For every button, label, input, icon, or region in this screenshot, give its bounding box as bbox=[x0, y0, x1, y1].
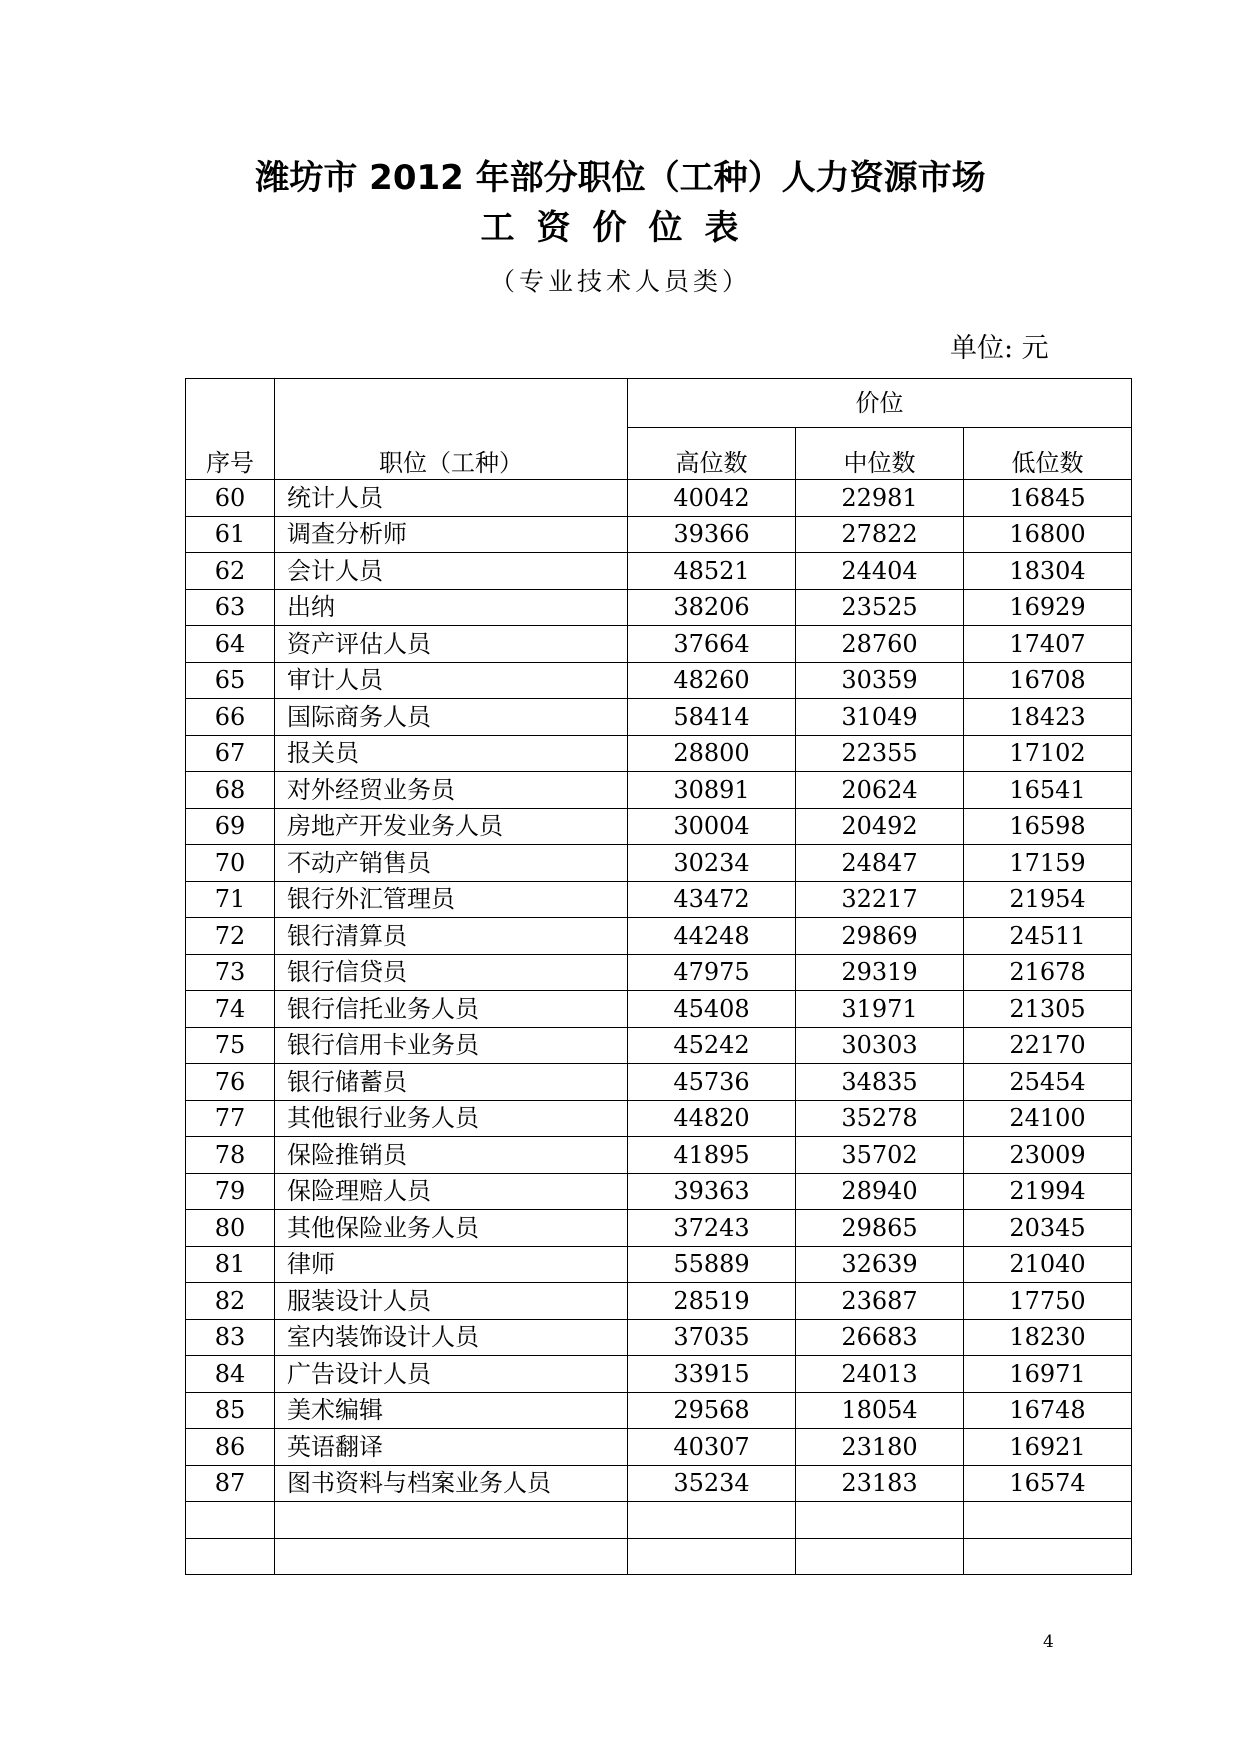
row-position-name: 其他保险业务人员 bbox=[275, 1210, 628, 1247]
row-median-value: 28760 bbox=[796, 626, 964, 663]
row-low-value: 16929 bbox=[964, 589, 1132, 626]
row-high-value: 40042 bbox=[628, 480, 796, 517]
header-price-group: 价位 bbox=[628, 379, 1132, 428]
row-position-name: 律师 bbox=[275, 1246, 628, 1283]
row-high-value: 30004 bbox=[628, 808, 796, 845]
row-low-value bbox=[964, 1502, 1132, 1539]
row-high-value bbox=[628, 1538, 796, 1575]
document-title-line2: 工资价位表 bbox=[480, 208, 761, 248]
row-median-value: 32217 bbox=[796, 881, 964, 918]
salary-table bbox=[185, 378, 1132, 1575]
row-low-value: 21040 bbox=[964, 1246, 1132, 1283]
row-median-value: 23183 bbox=[796, 1465, 964, 1502]
row-index: 65 bbox=[186, 662, 275, 699]
row-index: 70 bbox=[186, 845, 275, 882]
row-high-value: 39363 bbox=[628, 1173, 796, 1210]
row-median-value: 22355 bbox=[796, 735, 964, 772]
row-position-name: 银行储蓄员 bbox=[275, 1064, 628, 1101]
table-row bbox=[186, 553, 1132, 590]
row-position-name: 银行清算员 bbox=[275, 918, 628, 955]
row-position-name: 保险理赔人员 bbox=[275, 1173, 628, 1210]
row-high-value: 58414 bbox=[628, 699, 796, 736]
table-row bbox=[186, 1246, 1132, 1283]
row-low-value: 17102 bbox=[964, 735, 1132, 772]
row-high-value: 48260 bbox=[628, 662, 796, 699]
table-row bbox=[186, 991, 1132, 1028]
table-row bbox=[186, 1502, 1132, 1539]
row-high-value: 28519 bbox=[628, 1283, 796, 1320]
row-index: 66 bbox=[186, 699, 275, 736]
row-median-value: 29319 bbox=[796, 954, 964, 991]
row-index: 73 bbox=[186, 954, 275, 991]
table-row bbox=[186, 1429, 1132, 1466]
row-low-value: 16708 bbox=[964, 662, 1132, 699]
page-number: 4 bbox=[1043, 1632, 1054, 1652]
row-low-value: 16921 bbox=[964, 1429, 1132, 1466]
row-median-value: 23180 bbox=[796, 1429, 964, 1466]
row-position-name: 美术编辑 bbox=[275, 1392, 628, 1429]
row-position-name: 会计人员 bbox=[275, 553, 628, 590]
table-row bbox=[186, 1173, 1132, 1210]
row-median-value: 29865 bbox=[796, 1210, 964, 1247]
row-high-value: 37035 bbox=[628, 1319, 796, 1356]
table-row bbox=[186, 1319, 1132, 1356]
row-median-value: 31049 bbox=[796, 699, 964, 736]
row-position-name: 调查分析师 bbox=[275, 516, 628, 553]
table-row bbox=[186, 735, 1132, 772]
row-position-name: 其他银行业务人员 bbox=[275, 1100, 628, 1137]
row-low-value bbox=[964, 1538, 1132, 1575]
row-index: 80 bbox=[186, 1210, 275, 1247]
row-median-value: 31971 bbox=[796, 991, 964, 1028]
row-index: 63 bbox=[186, 589, 275, 626]
row-position-name: 对外经贸业务员 bbox=[275, 772, 628, 809]
row-index: 87 bbox=[186, 1465, 275, 1502]
row-high-value: 33915 bbox=[628, 1356, 796, 1393]
row-median-value: 26683 bbox=[796, 1319, 964, 1356]
row-low-value: 21954 bbox=[964, 881, 1132, 918]
row-position-name: 服装设计人员 bbox=[275, 1283, 628, 1320]
row-position-name: 银行信贷员 bbox=[275, 954, 628, 991]
row-high-value: 44248 bbox=[628, 918, 796, 955]
row-position-name: 保险推销员 bbox=[275, 1137, 628, 1174]
table-row bbox=[186, 662, 1132, 699]
row-low-value: 25454 bbox=[964, 1064, 1132, 1101]
row-median-value: 34835 bbox=[796, 1064, 964, 1101]
table-row bbox=[186, 881, 1132, 918]
row-median-value: 23525 bbox=[796, 589, 964, 626]
row-high-value: 30891 bbox=[628, 772, 796, 809]
table-row bbox=[186, 1356, 1132, 1393]
row-index: 68 bbox=[186, 772, 275, 809]
row-index: 61 bbox=[186, 516, 275, 553]
row-low-value: 16971 bbox=[964, 1356, 1132, 1393]
row-median-value: 23687 bbox=[796, 1283, 964, 1320]
row-median-value: 27822 bbox=[796, 516, 964, 553]
row-position-name bbox=[275, 1502, 628, 1539]
table-row bbox=[186, 808, 1132, 845]
table-row bbox=[186, 918, 1132, 955]
row-position-name: 银行信用卡业务员 bbox=[275, 1027, 628, 1064]
row-low-value: 24511 bbox=[964, 918, 1132, 955]
unit-label: 单位: 元 bbox=[950, 333, 1049, 364]
row-high-value: 35234 bbox=[628, 1465, 796, 1502]
row-median-value: 20492 bbox=[796, 808, 964, 845]
header-median: 中位数 bbox=[796, 428, 964, 480]
table-row bbox=[186, 1538, 1132, 1575]
row-low-value: 23009 bbox=[964, 1137, 1132, 1174]
row-index: 76 bbox=[186, 1064, 275, 1101]
row-median-value: 24847 bbox=[796, 845, 964, 882]
row-high-value: 30234 bbox=[628, 845, 796, 882]
row-position-name: 出纳 bbox=[275, 589, 628, 626]
row-index: 67 bbox=[186, 735, 275, 772]
row-low-value: 16598 bbox=[964, 808, 1132, 845]
row-position-name: 统计人员 bbox=[275, 480, 628, 517]
row-median-value: 22981 bbox=[796, 480, 964, 517]
row-median-value bbox=[796, 1502, 964, 1539]
row-high-value bbox=[628, 1502, 796, 1539]
row-high-value: 39366 bbox=[628, 516, 796, 553]
row-high-value: 43472 bbox=[628, 881, 796, 918]
table-row bbox=[186, 1283, 1132, 1320]
row-index: 74 bbox=[186, 991, 275, 1028]
row-low-value: 16845 bbox=[964, 480, 1132, 517]
table-row bbox=[186, 1064, 1132, 1101]
row-index: 69 bbox=[186, 808, 275, 845]
row-high-value: 41895 bbox=[628, 1137, 796, 1174]
row-index: 81 bbox=[186, 1246, 275, 1283]
row-position-name: 广告设计人员 bbox=[275, 1356, 628, 1393]
row-index: 78 bbox=[186, 1137, 275, 1174]
row-index bbox=[186, 1538, 275, 1575]
table-row bbox=[186, 1137, 1132, 1174]
table-row bbox=[186, 954, 1132, 991]
row-index: 62 bbox=[186, 553, 275, 590]
row-high-value: 47975 bbox=[628, 954, 796, 991]
row-index bbox=[186, 1502, 275, 1539]
row-position-name: 英语翻译 bbox=[275, 1429, 628, 1466]
document-title: 潍坊市 2012 年部分职位（工种）人力资源市场 bbox=[255, 158, 986, 198]
header-high: 高位数 bbox=[628, 428, 796, 480]
row-low-value: 22170 bbox=[964, 1027, 1132, 1064]
row-median-value: 35702 bbox=[796, 1137, 964, 1174]
row-position-name: 银行信托业务人员 bbox=[275, 991, 628, 1028]
row-low-value: 18304 bbox=[964, 553, 1132, 590]
row-index: 64 bbox=[186, 626, 275, 663]
row-position-name: 不动产销售员 bbox=[275, 845, 628, 882]
row-low-value: 21994 bbox=[964, 1173, 1132, 1210]
row-index: 85 bbox=[186, 1392, 275, 1429]
row-high-value: 45736 bbox=[628, 1064, 796, 1101]
row-index: 79 bbox=[186, 1173, 275, 1210]
row-high-value: 29568 bbox=[628, 1392, 796, 1429]
table-row bbox=[186, 1465, 1132, 1502]
row-median-value: 29869 bbox=[796, 918, 964, 955]
row-position-name: 房地产开发业务人员 bbox=[275, 808, 628, 845]
table-row bbox=[186, 699, 1132, 736]
row-high-value: 37664 bbox=[628, 626, 796, 663]
row-median-value: 24013 bbox=[796, 1356, 964, 1393]
row-median-value: 30359 bbox=[796, 662, 964, 699]
header-low: 低位数 bbox=[964, 428, 1132, 480]
table-row bbox=[186, 480, 1132, 517]
row-index: 84 bbox=[186, 1356, 275, 1393]
row-index: 86 bbox=[186, 1429, 275, 1466]
table-row bbox=[186, 772, 1132, 809]
table-row bbox=[186, 845, 1132, 882]
row-low-value: 16574 bbox=[964, 1465, 1132, 1502]
row-median-value bbox=[796, 1538, 964, 1575]
table-row bbox=[186, 516, 1132, 553]
row-low-value: 17750 bbox=[964, 1283, 1132, 1320]
row-median-value: 20624 bbox=[796, 772, 964, 809]
row-position-name: 图书资料与档案业务人员 bbox=[275, 1465, 628, 1502]
row-index: 72 bbox=[186, 918, 275, 955]
document-subtitle: （专业技术人员类） bbox=[489, 267, 751, 296]
table-row bbox=[186, 626, 1132, 663]
row-low-value: 24100 bbox=[964, 1100, 1132, 1137]
row-median-value: 30303 bbox=[796, 1027, 964, 1064]
row-low-value: 18423 bbox=[964, 699, 1132, 736]
row-low-value: 17159 bbox=[964, 845, 1132, 882]
row-position-name: 报关员 bbox=[275, 735, 628, 772]
table-row bbox=[186, 1100, 1132, 1137]
row-high-value: 44820 bbox=[628, 1100, 796, 1137]
row-high-value: 55889 bbox=[628, 1246, 796, 1283]
row-position-name: 审计人员 bbox=[275, 662, 628, 699]
row-low-value: 18230 bbox=[964, 1319, 1132, 1356]
header-position: 职位（工种） bbox=[275, 379, 628, 480]
table-row bbox=[186, 1392, 1132, 1429]
row-index: 77 bbox=[186, 1100, 275, 1137]
row-position-name: 室内装饰设计人员 bbox=[275, 1319, 628, 1356]
row-index: 71 bbox=[186, 881, 275, 918]
header-index: 序号 bbox=[186, 379, 275, 480]
row-median-value: 35278 bbox=[796, 1100, 964, 1137]
row-low-value: 20345 bbox=[964, 1210, 1132, 1247]
row-median-value: 24404 bbox=[796, 553, 964, 590]
table-row bbox=[186, 1027, 1132, 1064]
row-position-name: 资产评估人员 bbox=[275, 626, 628, 663]
row-low-value: 21305 bbox=[964, 991, 1132, 1028]
row-median-value: 32639 bbox=[796, 1246, 964, 1283]
row-low-value: 17407 bbox=[964, 626, 1132, 663]
row-high-value: 37243 bbox=[628, 1210, 796, 1247]
row-median-value: 28940 bbox=[796, 1173, 964, 1210]
row-high-value: 45408 bbox=[628, 991, 796, 1028]
row-position-name: 国际商务人员 bbox=[275, 699, 628, 736]
row-position-name: 银行外汇管理员 bbox=[275, 881, 628, 918]
row-low-value: 16541 bbox=[964, 772, 1132, 809]
row-low-value: 21678 bbox=[964, 954, 1132, 991]
row-high-value: 40307 bbox=[628, 1429, 796, 1466]
row-index: 60 bbox=[186, 480, 275, 517]
row-high-value: 48521 bbox=[628, 553, 796, 590]
row-index: 82 bbox=[186, 1283, 275, 1320]
row-low-value: 16800 bbox=[964, 516, 1132, 553]
row-index: 75 bbox=[186, 1027, 275, 1064]
row-high-value: 45242 bbox=[628, 1027, 796, 1064]
row-median-value: 18054 bbox=[796, 1392, 964, 1429]
row-low-value: 16748 bbox=[964, 1392, 1132, 1429]
row-position-name bbox=[275, 1538, 628, 1575]
row-high-value: 28800 bbox=[628, 735, 796, 772]
table-row bbox=[186, 589, 1132, 626]
row-index: 83 bbox=[186, 1319, 275, 1356]
table-row bbox=[186, 1210, 1132, 1247]
row-high-value: 38206 bbox=[628, 589, 796, 626]
